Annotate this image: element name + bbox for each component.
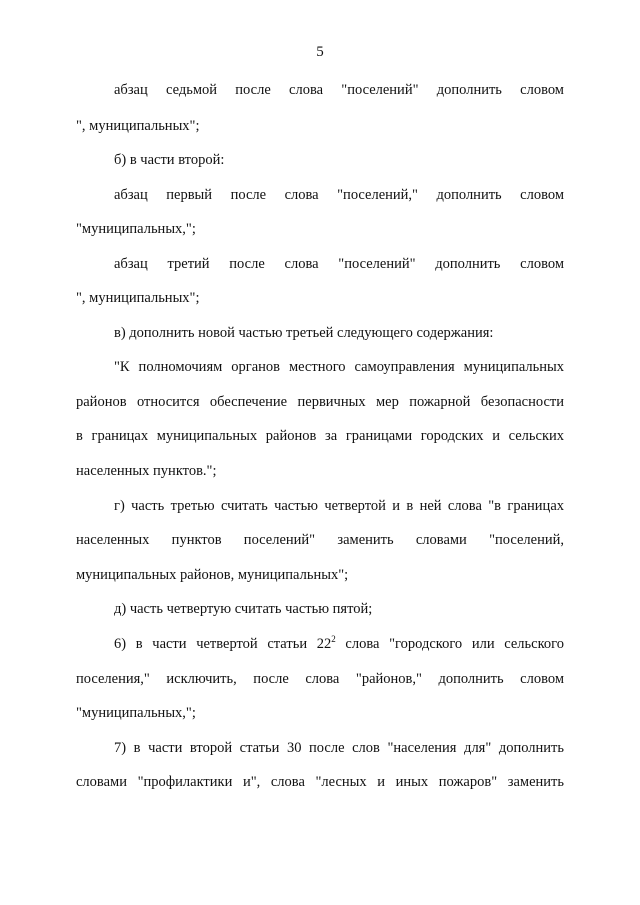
text-line: "муниципальных,";: [76, 221, 196, 237]
text-line: "муниципальных,";: [76, 705, 196, 721]
text-line: 7) в части второй статьи 30 после слов "населения для" дополнить: [114, 740, 564, 756]
text-line: б) в части второй:: [114, 152, 225, 168]
text-line: населенных пунктов поселений" заменить словами "поселений,: [76, 532, 564, 548]
text-line: поселения," исключить, после слова "районов," дополнить словом: [76, 671, 564, 687]
text-line: д) часть четвертую считать частью пятой;: [114, 601, 373, 617]
text-line: "К полномочиям органов местного самоуправления муниципальных: [114, 359, 564, 375]
text-line: в границах муниципальных районов за границами городских и сельских: [76, 428, 564, 444]
text-line: ", муниципальных";: [76, 118, 200, 134]
text-fragment: слова "городского или сельского: [335, 636, 564, 652]
text-line: ", муниципальных";: [76, 290, 200, 306]
text-line: абзац седьмой после слова "поселений" дополнить словом: [114, 82, 564, 98]
superscript: 2: [331, 634, 336, 644]
text-line: районов относится обеспечение первичных мер пожарной безопасности: [76, 394, 564, 410]
text-line: абзац первый после слова "поселений," дополнить словом: [114, 187, 564, 203]
text-line: абзац третий после слова "поселений" дополнить словом: [114, 256, 564, 272]
text-line: населенных пунктов.";: [76, 463, 217, 479]
text-fragment: 6) в части четвертой статьи 22: [114, 636, 332, 652]
text-line: муниципальных районов, муниципальных";: [76, 567, 349, 583]
text-line: в) дополнить новой частью третьей следующего содержания:: [114, 325, 494, 341]
text-line: г) часть третью считать частью четвертой и в ней слова "в границах: [114, 498, 564, 514]
page-number: 5: [316, 44, 324, 60]
text-line: [114, 634, 564, 654]
text-line: словами "профилактики и", слова "лесных и иных пожаров" заменить: [76, 774, 564, 790]
